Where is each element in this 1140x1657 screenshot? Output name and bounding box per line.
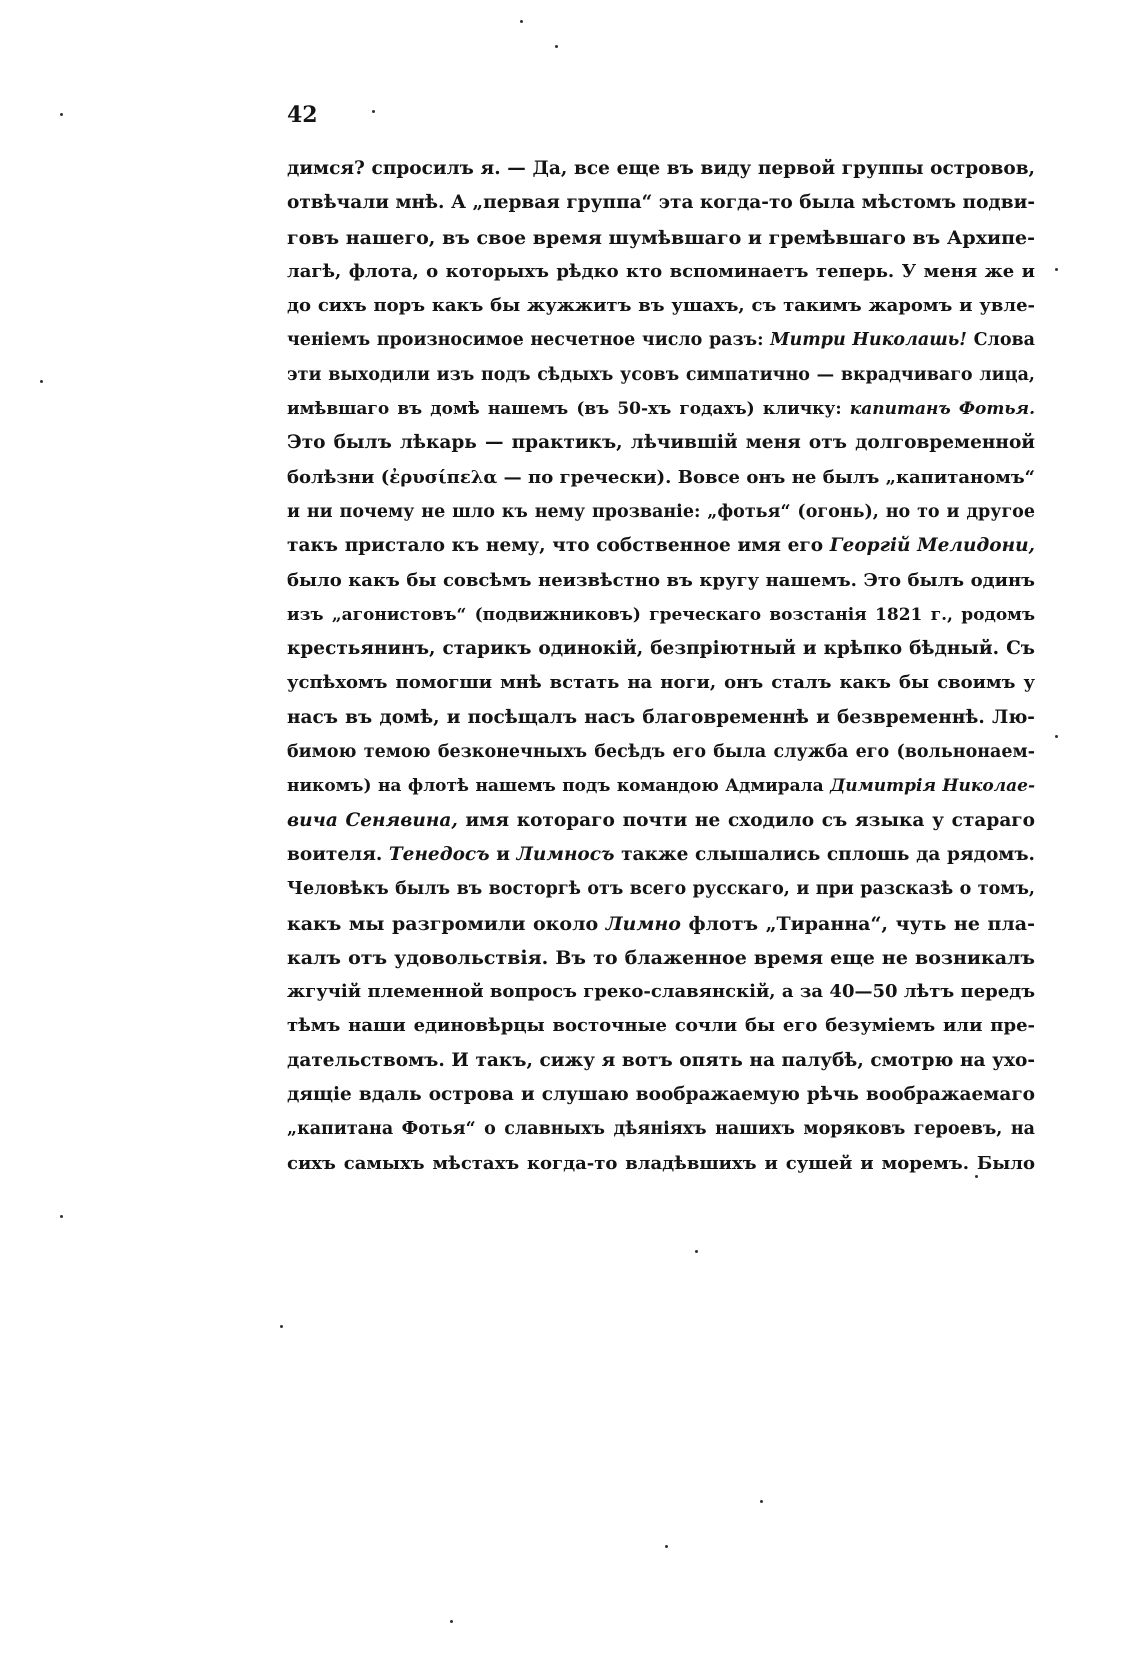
text-line [287, 426, 1035, 460]
text-line [287, 358, 1035, 392]
text-run: сихъ самыхъ мѣстахъ когда-то владѣвшихъ и сушей и моремъ. Было [287, 1152, 1035, 1174]
text-run: было какъ бы совсѣмъ неизвѣстно въ кругу нашемъ. Это былъ одинъ [287, 569, 1035, 591]
scan-speck [1055, 268, 1058, 271]
text-run: имѣвшаго въ домѣ нашемъ (въ 50-хъ годахъ) кличку: [287, 399, 850, 420]
text-line [287, 598, 1035, 632]
scan-speck [695, 1250, 698, 1253]
text-line [287, 152, 1035, 186]
italic-name: Лимно [605, 912, 681, 935]
text-run: жгучій племенной вопросъ греко-славянскій, а за 40—50 лѣтъ передъ [287, 981, 1035, 1003]
text-run: насъ въ домѣ, и посѣщалъ насъ благовременнѣ и безвременнѣ. Лю- [287, 706, 1035, 728]
text-line [287, 941, 1035, 975]
text-run: и [489, 843, 517, 865]
text-run: никомъ) на флотѣ нашемъ подъ командою Адмирала [287, 776, 831, 797]
text-line [287, 907, 1035, 941]
text-run: Человѣкъ былъ въ восторгѣ отъ всего русскаго, и при разсказѣ о томъ, [287, 879, 1035, 900]
text-run: отвѣчали мнѣ. А „первая группа“ эта когда-то была мѣстомъ подви- [287, 192, 1035, 214]
text-line [287, 1009, 1035, 1043]
text-run: воителя. [287, 843, 389, 865]
text-run: успѣхомъ помогши мнѣ встать на ноги, онъ сталъ какъ бы своимъ у [287, 672, 1035, 694]
scan-speck [555, 45, 558, 48]
text-run: говъ нашего, въ свое время шумѣвшаго и гремѣвшаго въ Архипе- [287, 226, 1035, 249]
text-line [287, 186, 1035, 220]
italic-name: Тенедосъ [388, 843, 490, 865]
text-line [287, 975, 1035, 1009]
text-run: дящіе вдаль острова и слушаю воображаемую рѣчь воображаемаго [287, 1084, 1035, 1106]
text-line [287, 666, 1035, 700]
text-run: и ни почему не шло къ нему прозваніе: „фотья“ (огонь), но то и другое [287, 501, 1035, 522]
text-line [287, 529, 1035, 563]
text-run: до сихъ поръ какъ бы жужжитъ въ ушахъ, съ такимъ жаромъ и увле- [287, 295, 1035, 317]
scan-speck [975, 1175, 978, 1178]
text-run: флотъ „Тиранна“, чуть не пла- [680, 912, 1035, 935]
text-line [287, 289, 1035, 323]
text-line [287, 804, 1035, 838]
italic-name: Георгій Мелидони, [829, 535, 1035, 557]
text-run: болѣзни (ἐρυσίπελα — по гречески). Вовсе онъ не былъ „капитаномъ“ [287, 466, 1035, 488]
scan-speck [372, 110, 375, 113]
text-line [287, 255, 1035, 289]
text-line [287, 461, 1035, 495]
text-run: какъ мы разгромили около [287, 912, 606, 935]
text-run: также слышались сплошь да рядомъ. [614, 843, 1035, 865]
scan-speck [1055, 735, 1058, 738]
text-run: лагѣ, флота, о которыхъ рѣдко кто вспоминаетъ теперь. У меня же и [287, 260, 1035, 282]
scan-speck [280, 1325, 283, 1328]
text-run: такъ пристало къ нему, что собственное имя его [287, 535, 830, 557]
text-line [287, 1078, 1035, 1112]
text-line [287, 769, 1035, 803]
text-run: Это былъ лѣкарь — практикъ, лѣчившій меня отъ долговременной [287, 432, 1035, 454]
text-run: Слова [966, 330, 1036, 351]
text-line [287, 392, 1035, 426]
body-text [287, 152, 1035, 1181]
text-run: тѣмъ наши единовѣрцы восточные сочли бы его безуміемъ или пре- [287, 1015, 1035, 1037]
text-run: димся? спросилъ я. — Да, все еще въ виду первой группы островов, [287, 158, 1035, 179]
text-run: ченіемъ произносимое несчетное число разъ: [287, 330, 771, 351]
scan-speck [665, 1545, 668, 1548]
scan-speck [450, 1620, 453, 1623]
text-run: крестьянинъ, старикъ одинокій, безпріютный и крѣпко бѣдный. Съ [287, 638, 1035, 660]
text-line [287, 1044, 1035, 1078]
scan-speck [760, 1500, 763, 1503]
text-line [287, 1147, 1035, 1181]
text-run: изъ „агонистовъ“ (подвижниковъ) греческаго возстанія 1821 г., родомъ [287, 604, 1035, 625]
scan-speck [40, 380, 43, 383]
text-line [287, 735, 1035, 769]
text-line [287, 495, 1035, 529]
italic-name: капитанъ Фотья. [849, 399, 1035, 420]
scan-speck [60, 1215, 63, 1218]
text-line [287, 632, 1035, 666]
italic-name: Лимносъ [516, 843, 615, 865]
scan-speck [520, 20, 523, 23]
text-run: имя котораго почти не сходило съ языка у стараго [457, 809, 1035, 831]
italic-name: Димитрія Николае- [830, 776, 1036, 797]
text-line [287, 838, 1035, 872]
text-line [287, 564, 1035, 598]
italic-name: Митри Николашь! [770, 330, 967, 351]
scan-speck [60, 113, 63, 116]
page-number: 42 [287, 102, 318, 128]
italic-name: вича Сенявина, [287, 809, 458, 831]
text-line [287, 323, 1035, 357]
text-line [287, 1112, 1035, 1146]
text-run: „капитана Фотья“ о славныхъ дѣяніяхъ нашихъ моряковъ героевъ, на [287, 1119, 1035, 1140]
text-line [287, 221, 1035, 255]
text-run: эти выходили изъ подъ сѣдыхъ усовъ симпатично — вкрадчиваго лица, [287, 364, 1035, 385]
text-run: калъ отъ удовольствія. Въ то блаженное время еще не возникалъ [287, 946, 1035, 969]
text-run: дательствомъ. И такъ, сижу я вотъ опять на палубѣ, смотрю на ухо- [287, 1049, 1035, 1071]
text-line [287, 701, 1035, 735]
text-line [287, 872, 1035, 906]
text-run: бимою темою безконечныхъ бесѣдъ его была служба его (вольнонаем- [287, 742, 1035, 763]
